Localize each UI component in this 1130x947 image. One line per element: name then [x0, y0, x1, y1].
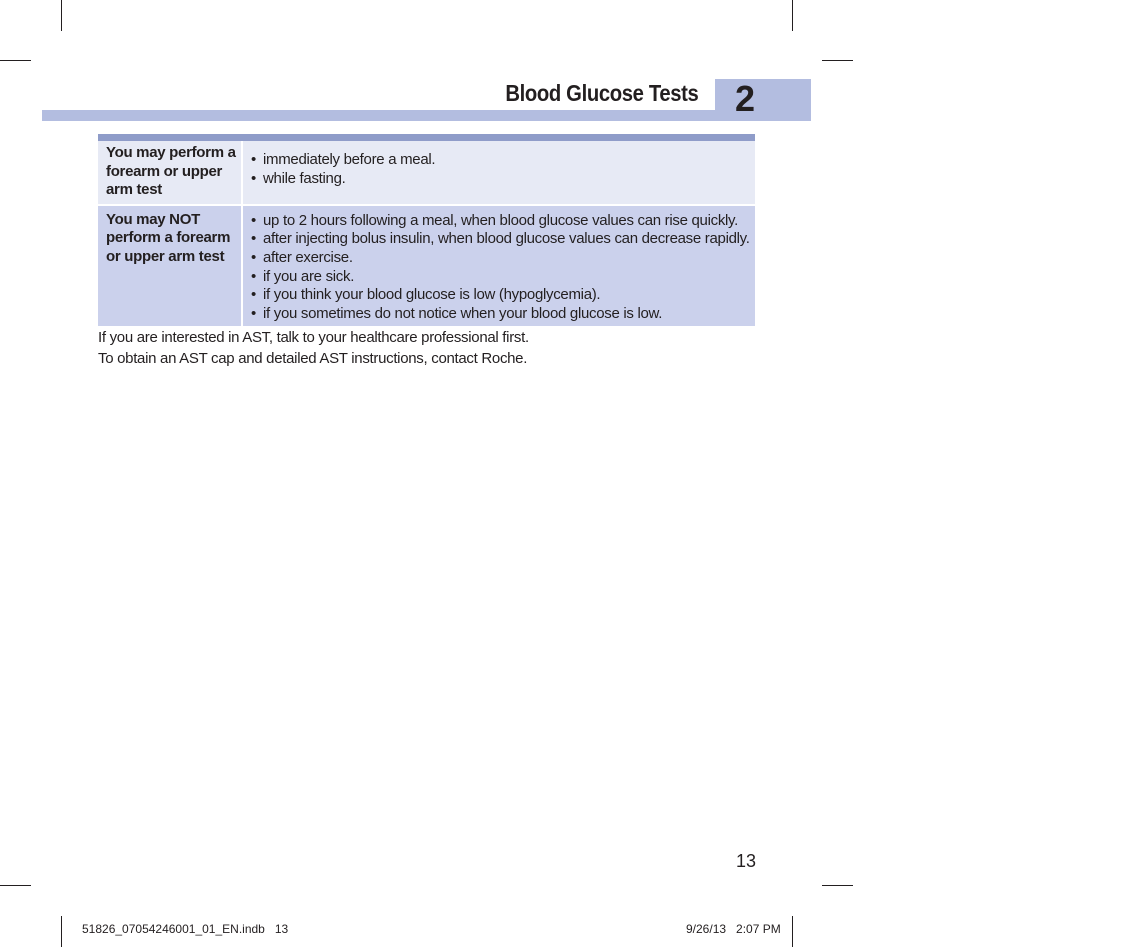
- slug-file: 51826_07054246001_01_EN.indb 13: [82, 922, 289, 936]
- row-content: [242, 141, 755, 205]
- list-item: • immediately before a meal.: [251, 151, 747, 170]
- table-row: [98, 141, 755, 205]
- crop-mark: [822, 885, 853, 886]
- chapter-tab: [715, 79, 811, 121]
- list-item: • if you are sick.: [251, 268, 747, 287]
- list-item: • if you sometimes do not notice when your blood glucose is low.: [251, 305, 747, 324]
- page-number: 13: [736, 851, 757, 871]
- crop-mark: [792, 916, 793, 947]
- note-text: If you are interested in AST, talk to your healthcare professional first.: [98, 329, 529, 346]
- list-item: • up to 2 hours following a meal, when blood glucose values can rise quickly.: [251, 212, 747, 231]
- slug-date: 9/26/13 2:07 PM: [686, 922, 781, 936]
- table-row: [98, 205, 755, 327]
- bullet-list: [251, 211, 750, 324]
- table-top-rule: [98, 134, 755, 141]
- list-item: • after injecting bolus insulin, when blood glucose values can decrease rapidly.: [251, 230, 747, 249]
- bullet-list: [251, 151, 747, 188]
- crop-mark: [61, 0, 62, 31]
- crop-mark: [0, 885, 31, 886]
- row-label: You may perform a forearm or upper arm test: [98, 141, 242, 205]
- crop-mark: [822, 60, 853, 61]
- list-item: • if you think your blood glucose is low (hypoglycemia).: [251, 286, 747, 305]
- row-label: You may NOT perform a forearm or upper arm test: [98, 205, 242, 327]
- row-content: [242, 205, 755, 327]
- crop-mark: [792, 0, 793, 31]
- list-item: • while fasting.: [251, 170, 747, 189]
- header-bar: [42, 110, 811, 121]
- chapter-number: 2: [735, 78, 756, 119]
- crop-mark: [61, 916, 62, 947]
- crop-mark: [0, 60, 31, 61]
- list-item: • after exercise.: [251, 249, 747, 268]
- chapter-title: Blood Glucose Tests: [504, 80, 698, 106]
- note-text: To obtain an AST cap and detailed AST instructions, contact Roche.: [98, 350, 528, 367]
- ast-guidance-table: [98, 141, 755, 326]
